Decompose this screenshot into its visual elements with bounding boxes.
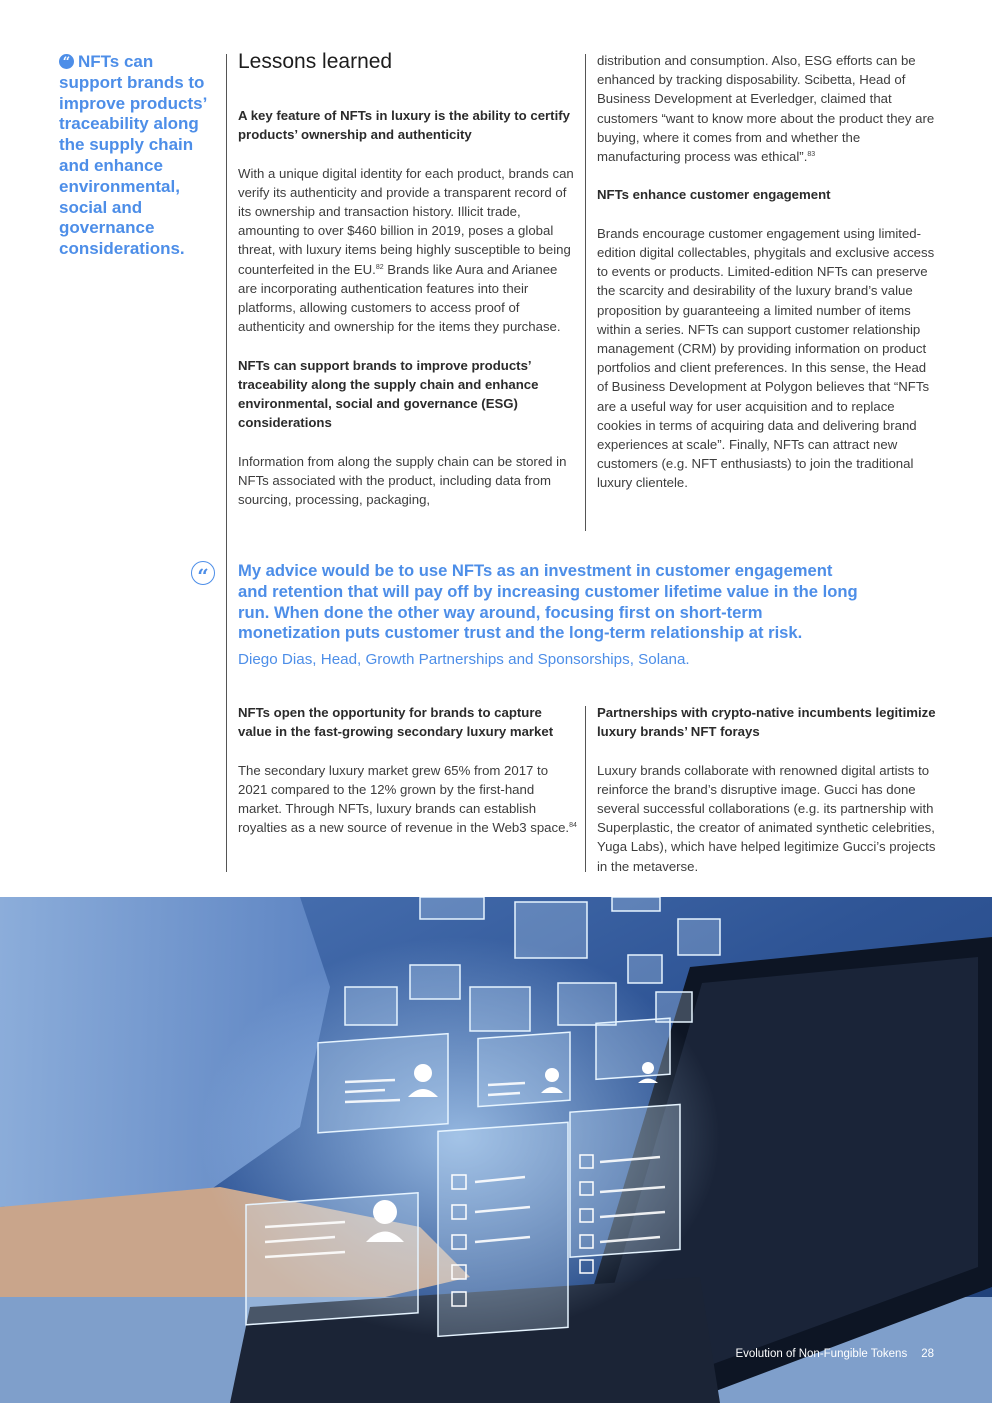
quote-attribution: Diego Dias, Head, Growth Partnerships and Sponsorships, Solana.	[238, 651, 690, 668]
paragraph-engagement: Brands encourage customer engagement using limited-edition digital collectables, phygitals and exclusive access to events or products. Limited-edition NFTs can preserve the scarcity and desirability of the luxury brand’s value proposition by guaranteeing a limited number of items within a series. NFTs can support customer relationship management (CRM) by providing information on product portfolios and client preferences. In this sense, the Head of Business Development at Polygon believes that “NFTs are a useful way for user acquisition and to replace cookies in terms of acquiring data and delivering brand experiences at scale”. Finally, NFTs can attract new customers (e.g. NFT enthusiasts) to join the traditional luxury clientele.	[597, 225, 935, 491]
column-3	[238, 703, 578, 857]
column-divider-bottom	[585, 706, 586, 872]
paragraph-esg	[597, 51, 937, 166]
heading-traceability: NFTs can support brands to improve products’ traceability along the supply chain and enhance environmental, social and governance (ESG) considerations	[238, 357, 539, 431]
column-1	[238, 50, 578, 528]
heading-authenticity: A key feature of NFTs in luxury is the ability to certify products’ ownership and authenticity	[238, 108, 570, 143]
paragraph-text: With a unique digital identity for each product, brands can verify its authenticity and provide a transparent record of its ownership and transaction history. Illicit trade, amounting to over $460 billion in 2019, poses a global threat, with luxury items being highly susceptible to being counterfeited in the EU.	[238, 165, 574, 277]
column-2	[597, 51, 937, 512]
laptop-illustration	[0, 897, 992, 1403]
left-divider	[226, 54, 227, 872]
pull-quote-text: NFTs can support brands to improve products’ traceability along the supply chain and enhance environmental, social and governance considerations.	[59, 52, 207, 259]
block-quote: My advice would be to use NFTs as an investment in customer engagement and retention that will pay off by increasing customer lifetime value in the long run. When done the other way around, focusing first on short-term monetization puts customer trust and the long-term relationship at risk.	[238, 561, 858, 643]
paragraph-authenticity	[238, 164, 578, 337]
page-number: 28	[921, 1348, 934, 1360]
hero-photo	[0, 897, 992, 1403]
section-title: Lessons learned	[238, 50, 393, 73]
quote-icon: “	[59, 54, 74, 69]
column-4	[597, 703, 937, 895]
paragraph-supply-chain: Information from along the supply chain can be stored in NFTs associated with the product, including data from sourcing, processing, packaging,	[238, 453, 567, 508]
page-footer	[735, 1346, 934, 1362]
pull-quote	[59, 52, 219, 260]
footnote-ref: 84	[569, 822, 577, 830]
footnote-ref: 82	[375, 263, 384, 271]
heading-engagement: NFTs enhance customer engagement	[597, 187, 831, 203]
column-divider-top	[585, 54, 586, 531]
heading-secondary-market: NFTs open the opportunity for brands to capture value in the fast-growing secondary luxury market	[238, 705, 554, 740]
paragraph-secondary-market	[238, 761, 578, 838]
heading-partnerships: Partnerships with crypto-native incumbents legitimize luxury brands’ NFT forays	[597, 705, 936, 740]
footnote-ref: 83	[807, 151, 816, 159]
paragraph-text: Brands like Aura and Arianee are incorporating authentication features into their platforms, allowing customers to access proof of authenticity and ownership for the items they purchase.	[238, 261, 561, 335]
footer-title: Evolution of Non-Fungible Tokens	[735, 1348, 908, 1360]
quote-icon: “	[191, 561, 215, 585]
paragraph-partnerships: Luxury brands collaborate with renowned digital artists to reinforce the brand’s disruptive image. Gucci has done several successful collaborations (e.g. its partnership with Superplastic, the creator of animated synthetic celebrities, Yuga Labs), which have helped legitimize Gucci’s projects in the metaverse.	[597, 762, 936, 874]
paragraph-text: The secondary luxury market grew 65% from 2017 to 2021 compared to the 12% grown by the first-hand market. Through NFTs, luxury brands can establish royalties as a new source of revenue in the Web3 space.	[238, 762, 570, 836]
paragraph-text: distribution and consumption. Also, ESG efforts can be enhanced by tracking disposability. Scibetta, Head of Business Development at Everledger, claimed that customers “want to know more about the product they are buying, where it comes from and whether the manufacturing process was ethical”.	[597, 53, 935, 165]
